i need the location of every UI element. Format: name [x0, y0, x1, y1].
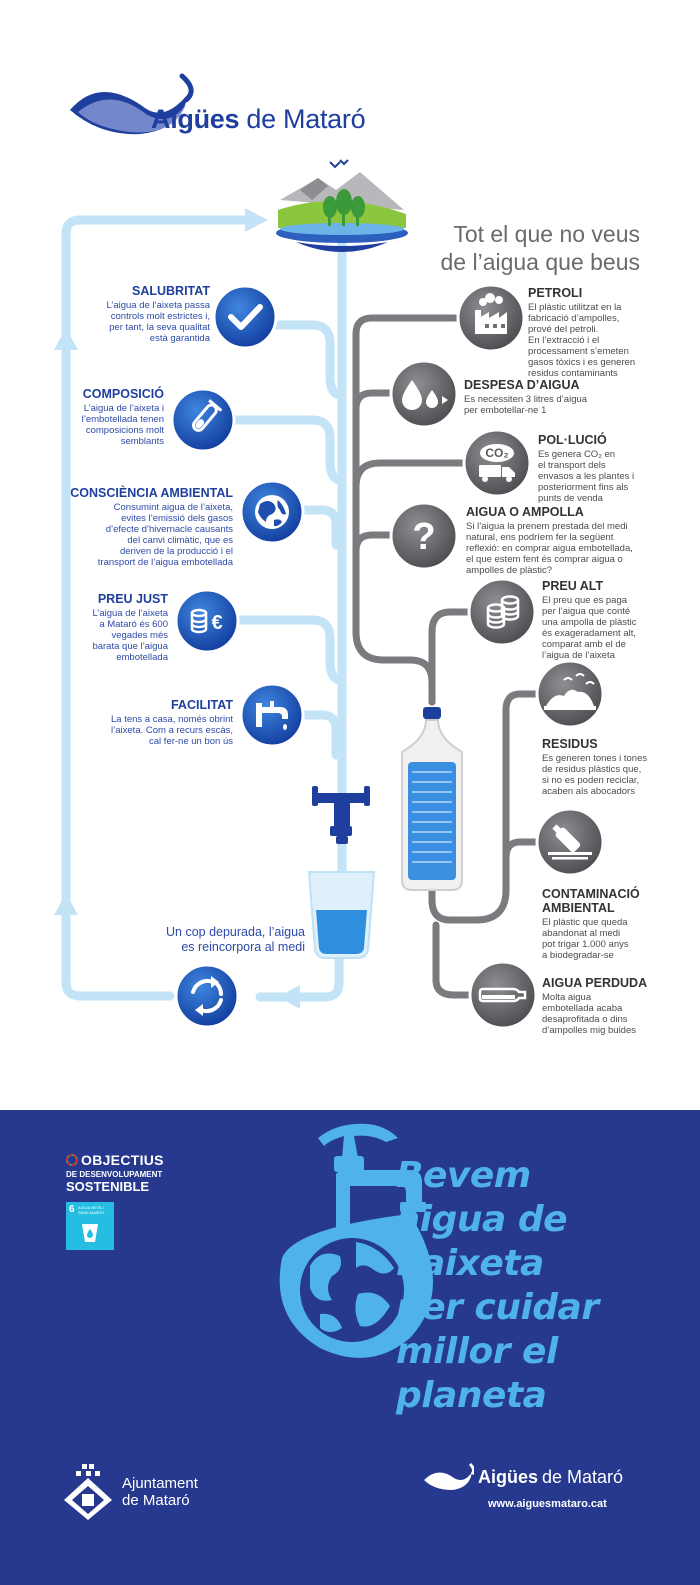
sdg-sub2: SOSTENIBLE — [66, 1179, 150, 1194]
sdg-title: OBJECTIUS — [81, 1152, 164, 1168]
right-item-contaminacio — [542, 887, 692, 961]
headline-line-2: de l’aigua que beus — [440, 249, 640, 275]
icon-cycle — [176, 965, 238, 1027]
item-title: PREU ALT — [542, 579, 604, 593]
ajuntament-line-2: de Mataró — [122, 1492, 190, 1509]
right-item-petroli — [528, 286, 688, 379]
right-item-despesa — [464, 378, 664, 416]
left-item-preu-just — [18, 592, 168, 663]
sdg-6-badge: 6 AIGUA NETA I SANEJAMENT — [66, 1202, 114, 1250]
item-title: FACILITAT — [170, 698, 233, 712]
slogan: Bevem aigua de l’aixeta per cuidar millor el planeta — [396, 1155, 599, 1416]
cycle-text: Un cop depurada, l’aigua es reincorpora al medi — [166, 925, 305, 954]
icon-pollucio — [464, 430, 530, 496]
headline-line-1: Tot el que no veus — [453, 221, 640, 247]
left-item-facilitat — [33, 698, 233, 747]
right-item-residus — [542, 737, 682, 797]
icon-aigua-ampolla — [391, 503, 457, 569]
right-item-pollucio — [538, 433, 688, 504]
item-title: AIGUA PERDUDA — [542, 976, 648, 990]
ajuntament-line-1: Ajuntament — [122, 1475, 198, 1492]
header-brand — [151, 104, 365, 135]
item-desc: El plàstic utilitzat en la fabricació d’ampolles, prové del petroli. En l’extracció i el processament s’emeten gasos tòxics i es generen residus contaminants — [528, 302, 636, 379]
left-item-salubritat — [30, 284, 210, 344]
svg-text:CO₂: CO₂ — [485, 446, 509, 460]
globe-icon — [255, 495, 289, 529]
item-desc: El preu que es paga per l’aigua que conté una ampolla de plàstic és exageradament alt, comparat amb el de l’aigua de l’aixeta — [542, 595, 637, 661]
item-desc: Molta aigua embotellada acaba desaprofitada o dins d’ampolles mig buides — [542, 992, 636, 1036]
item-title: DESPESA D’AIGUA — [464, 378, 580, 392]
item-title: CONSCIÈNCIA AMBIENTAL — [70, 486, 233, 500]
landscape-island-icon — [276, 160, 408, 252]
sdg-block — [66, 1152, 164, 1250]
brand-bold: Aigües — [151, 104, 240, 134]
left-item-composicio — [4, 387, 164, 447]
item-title: CONTAMINACIÓ AMBIENTAL — [542, 887, 640, 915]
item-title: POL·LUCIÓ — [538, 433, 607, 447]
plastic-bottle-icon — [402, 707, 462, 890]
footer-brand-bold: Aigües — [478, 1466, 539, 1487]
icon-composicio — [172, 389, 234, 451]
icon-facilitat — [241, 684, 303, 746]
icon-residus — [537, 661, 603, 727]
svg-text:€: € — [211, 612, 223, 634]
ajuntament-logo — [62, 1464, 198, 1520]
right-item-aigua-perduda — [542, 976, 692, 1036]
item-desc: La tens a casa, només obrint l’aixeta. Com a recurs escàs, cal fer-ne un bon ús — [111, 714, 233, 747]
item-desc: Consumint aigua de l’aixeta, evites l’emissió dels gasos d’efecte d’hivernacle causants del canvi climàtic, que es deriven de la producció i el transport de l’aigua embotellada — [97, 502, 233, 568]
right-item-aigua-ampolla — [466, 505, 686, 576]
item-title: AIGUA O AMPOLLA — [466, 505, 584, 519]
icon-petroli — [458, 285, 524, 351]
footer-panel — [0, 1110, 700, 1585]
footer-logo-icon — [424, 1462, 474, 1492]
sdg-wheel-icon — [66, 1154, 78, 1166]
sdg-sub1: DE DESENVOLUPAMENT — [66, 1170, 163, 1179]
icon-contaminacio — [537, 809, 603, 875]
left-item-consciencia — [13, 486, 233, 568]
water-glass-icon — [309, 872, 374, 958]
item-desc: Es genera CO₂ en el transport dels envasos a les plantes i posteriorment fins als punts de venda — [538, 449, 635, 504]
item-desc: L’aigua de l’aixeta passa controls molt estrictes i, per tant, la seva qualitat està garantida — [106, 300, 210, 344]
item-desc: Es generen tones i tones de residus plàstics que, si no es poden reciclar, acaben als abocadors — [542, 753, 648, 797]
item-title: SALUBRITAT — [132, 284, 210, 298]
icon-preu-alt — [469, 579, 535, 645]
icon-consciencia — [241, 481, 303, 543]
footer-url[interactable]: www.aiguesmataro.cat — [488, 1498, 607, 1510]
icon-aigua-perduda — [470, 962, 536, 1028]
item-title: PETROLI — [528, 286, 583, 300]
item-desc: L’aigua de l’aixeta a Mataró és 600 vegades més barata que l’aigua embotellada — [92, 608, 168, 663]
item-desc: L’aigua de l’aixeta i l’embotellada tenen composicions molt semblants — [81, 403, 164, 447]
icon-preu-just — [176, 590, 238, 652]
question-icon: ? — [412, 516, 436, 558]
water-glass-drop-icon — [80, 1222, 100, 1244]
item-desc: El plàstic que queda abandonat al medi pot trigar 1.000 anys a biodegradar-se — [542, 917, 629, 961]
footer-brand — [424, 1462, 623, 1510]
item-desc: Si l’aigua la prenem prestada del medi natural, ens podríem fer la següent reflexió: en comprar aigua embotellada, el que estem fent és comprar aigua o ampolles de plàstic? — [466, 521, 633, 576]
sdg-title-row — [66, 1152, 164, 1168]
footer-brand-light: de Mataró — [542, 1466, 624, 1487]
icon-salubritat — [214, 286, 276, 348]
right-item-preu-alt — [542, 579, 682, 661]
item-desc: Es necessiten 3 litres d’aigua per embotellar-ne 1 — [464, 394, 588, 416]
ajuntament-emblem-icon — [62, 1464, 114, 1520]
icon-despesa — [391, 361, 457, 427]
item-title: COMPOSICIÓ — [82, 387, 164, 401]
item-title: PREU JUST — [97, 592, 168, 606]
headline — [420, 220, 640, 276]
tap-icon — [312, 786, 370, 844]
brand-light: de Mataró — [246, 104, 366, 134]
item-title: RESIDUS — [542, 737, 598, 751]
